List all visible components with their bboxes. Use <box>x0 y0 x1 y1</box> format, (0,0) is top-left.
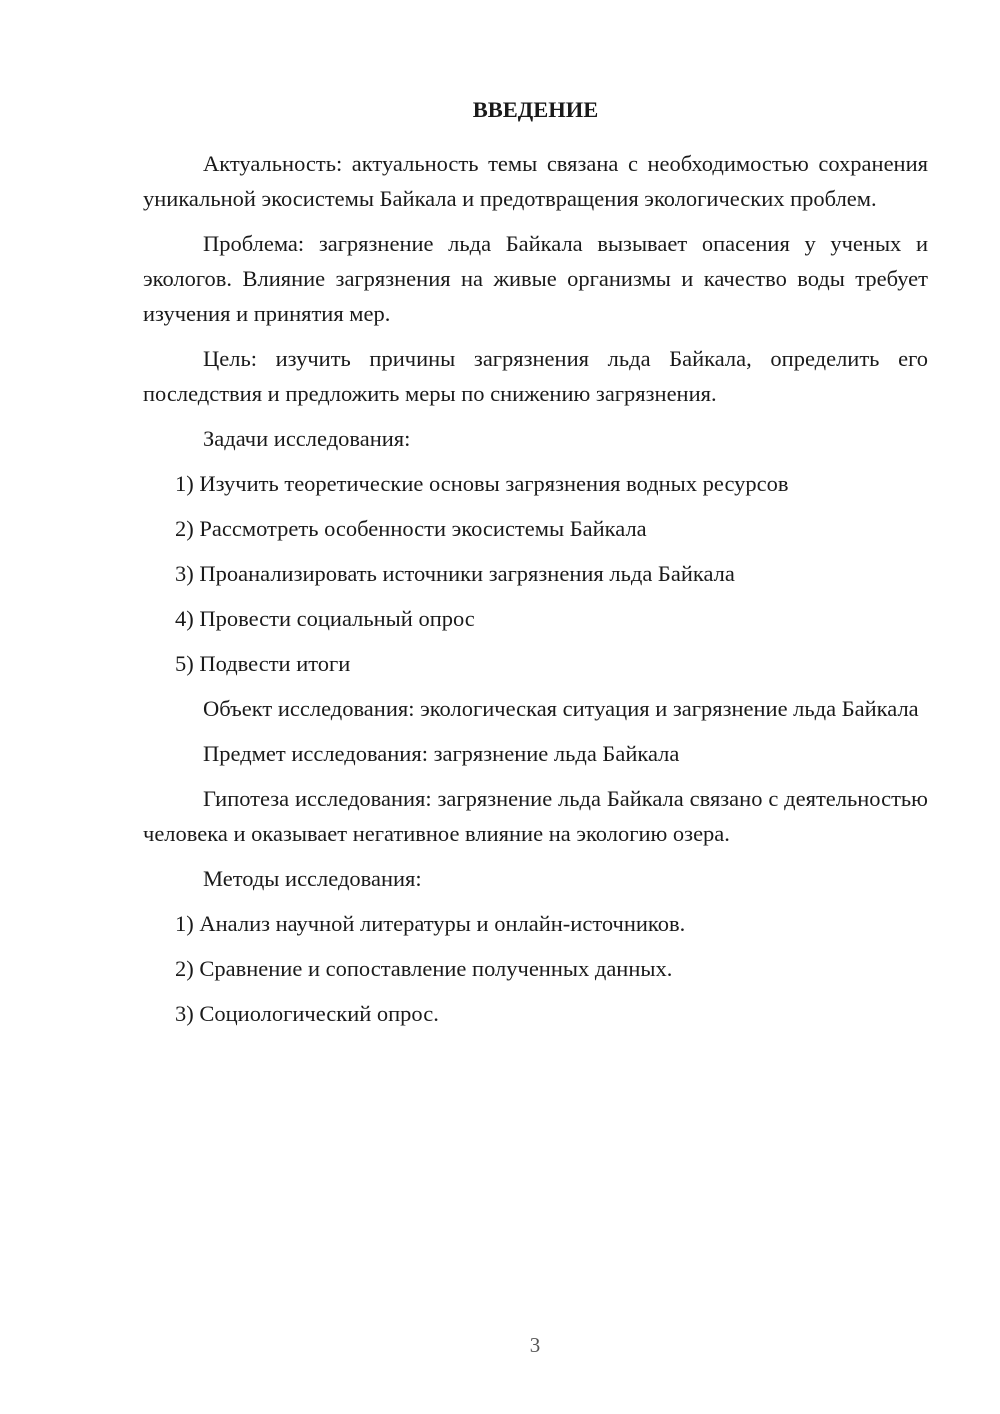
goal-paragraph: Цель: изучить причины загрязнения льда Байкала, определить его последствия и предложить меры по снижению загрязнения. <box>143 346 928 406</box>
section-title: ВВЕДЕНИЕ <box>472 97 599 122</box>
list-item: 5) Подвести итоги <box>175 651 351 676</box>
document-body <box>143 92 928 1041</box>
tasks-list <box>143 466 928 681</box>
methods-heading: Методы исследования: <box>203 866 422 891</box>
list-item: 2) Сравнение и сопоставление полученных данных. <box>175 956 673 981</box>
subject-paragraph: Предмет исследования: загрязнение льда Байкала <box>203 741 680 766</box>
relevance-paragraph: Актуальность: актуальность темы связана с необходимостью сохранения уникальной экосистемы Байкала и предотвращения экологических проблем. <box>143 151 928 211</box>
list-item: 3) Социологический опрос. <box>175 1001 439 1026</box>
page-number: 3 <box>529 1333 541 1357</box>
methods-list <box>143 906 928 1031</box>
list-item: 4) Провести социальный опрос <box>175 606 475 631</box>
list-item: 1) Анализ научной литературы и онлайн-источников. <box>175 911 686 936</box>
tasks-heading: Задачи исследования: <box>203 426 411 451</box>
hypothesis-paragraph: Гипотеза исследования: загрязнение льда Байкала связано с деятельностью человека и оказывает негативное влияние на экологию озера. <box>143 786 928 846</box>
list-item: 2) Рассмотреть особенности экосистемы Байкала <box>175 516 647 541</box>
object-paragraph: Объект исследования: экологическая ситуация и загрязнение льда Байкала <box>203 696 919 721</box>
list-item: 3) Проанализировать источники загрязнения льда Байкала <box>175 561 735 586</box>
list-item: 1) Изучить теоретические основы загрязнения водных ресурсов <box>175 471 789 496</box>
problem-paragraph: Проблема: загрязнение льда Байкала вызывает опасения у ученых и экологов. Влияние загрязнения на живые организмы и качество воды требует изучения и принятия мер. <box>143 231 928 326</box>
